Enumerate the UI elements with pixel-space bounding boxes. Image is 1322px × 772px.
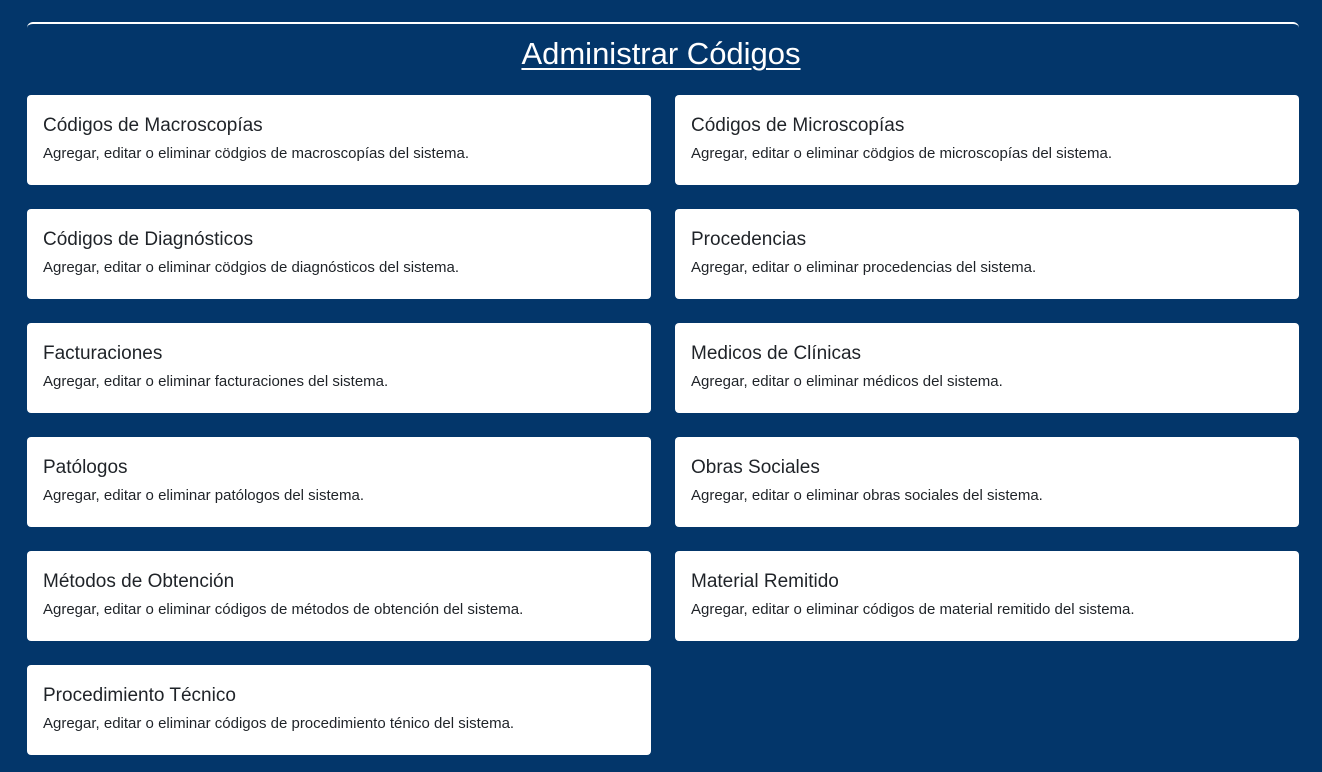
card-microscopias[interactable] <box>675 95 1299 185</box>
card-description: Agregar, editar o eliminar procedencias del sistema. <box>691 259 1037 276</box>
card-title: Obras Sociales <box>691 457 820 478</box>
card-title: Facturaciones <box>43 343 163 364</box>
card-material-remitido[interactable] <box>675 551 1299 641</box>
card-patologos[interactable] <box>27 437 651 527</box>
card-description: Agregar, editar o eliminar cödgios de diagnósticos del sistema. <box>43 259 460 276</box>
codes-card-grid <box>27 95 1299 755</box>
card-title: Códigos de Macroscopías <box>43 115 263 136</box>
card-procedimiento-tecnico[interactable] <box>27 665 651 755</box>
card-title: Códigos de Microscopías <box>691 115 905 136</box>
card-description: Agregar, editar o eliminar cödgios de macroscopías del sistema. <box>43 145 470 162</box>
card-description: Agregar, editar o eliminar obras sociales del sistema. <box>691 487 1043 504</box>
card-title: Procedencias <box>691 229 807 250</box>
card-procedencias[interactable] <box>675 209 1299 299</box>
card-diagnosticos[interactable] <box>27 209 651 299</box>
card-title: Códigos de Diagnósticos <box>43 229 254 250</box>
card-title: Medicos de Clínicas <box>691 343 862 364</box>
card-title: Procedimiento Técnico <box>43 685 236 706</box>
card-title: Métodos de Obtención <box>43 571 235 592</box>
card-title: Patólogos <box>43 457 128 478</box>
card-description: Agregar, editar o eliminar códigos de material remitido del sistema. <box>691 601 1135 618</box>
card-macroscopias[interactable] <box>27 95 651 185</box>
card-description: Agregar, editar o eliminar patólogos del sistema. <box>43 487 365 504</box>
card-description: Agregar, editar o eliminar cödgios de microscopías del sistema. <box>691 145 1113 162</box>
card-medicos-clinicas[interactable] <box>675 323 1299 413</box>
card-facturaciones[interactable] <box>27 323 651 413</box>
card-description: Agregar, editar o eliminar códigos de métodos de obtención del sistema. <box>43 601 524 618</box>
page-title-link[interactable]: Administrar Códigos <box>521 36 801 71</box>
card-title: Material Remitido <box>691 571 839 592</box>
card-description: Agregar, editar o eliminar códigos de procedimiento ténico del sistema. <box>43 715 515 732</box>
card-description: Agregar, editar o eliminar médicos del sistema. <box>691 373 1003 390</box>
card-description: Agregar, editar o eliminar facturaciones del sistema. <box>43 373 389 390</box>
card-metodos-obtencion[interactable] <box>27 551 651 641</box>
top-divider <box>27 22 1299 32</box>
card-obras-sociales[interactable] <box>675 437 1299 527</box>
